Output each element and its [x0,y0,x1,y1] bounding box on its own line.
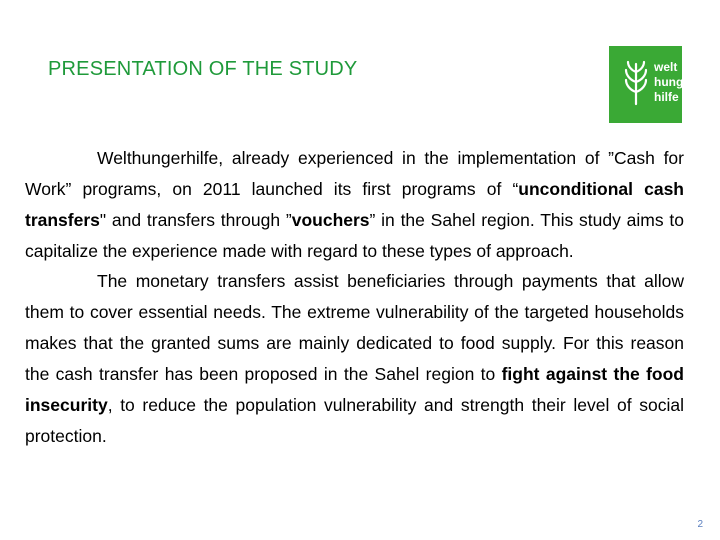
welthungerhilfe-logo [609,46,695,123]
wheat-icon [623,60,649,106]
p1-text-3: ” in the Sahel region. This study aims to capitalize the experience made with regard to these types of approach. [25,210,684,261]
logo-line-2: hunger [654,75,695,89]
paragraph-1 [25,143,684,267]
p2-text-2: , to reduce the population vulnerability and strength their level of social protection. [25,395,684,446]
p1-bold-1: unconditional cash transfers [25,179,684,230]
p2-bold-1: fight against the food insecurity [25,364,684,415]
p2-text-1: The monetary transfers assist beneficiaries through payments that allow them to cover essential needs. The extreme vulnerability of the targeted households makes that the granted sums are mainly dedicated to food supply. For this reason the cash transfer has been proposed in the Sahel region to [25,271,684,384]
logo-line-3: hilfe [654,90,679,104]
paragraph-2 [25,266,684,452]
p1-text-2: " and transfers through ” [99,210,292,230]
logo-wordmark [654,60,695,105]
body-text [25,143,684,452]
p1-bold-2: vouchers [291,210,370,230]
page-number: 2 [697,519,703,530]
slide-title: PRESENTATION OF THE STUDY [48,58,358,80]
logo-line-1: welt [654,60,678,74]
p1-text-1: Welthungerhilfe, already experienced in the implementation of ”Cash for Work” programs, on 2011 launched its first programs of “ [25,148,684,199]
